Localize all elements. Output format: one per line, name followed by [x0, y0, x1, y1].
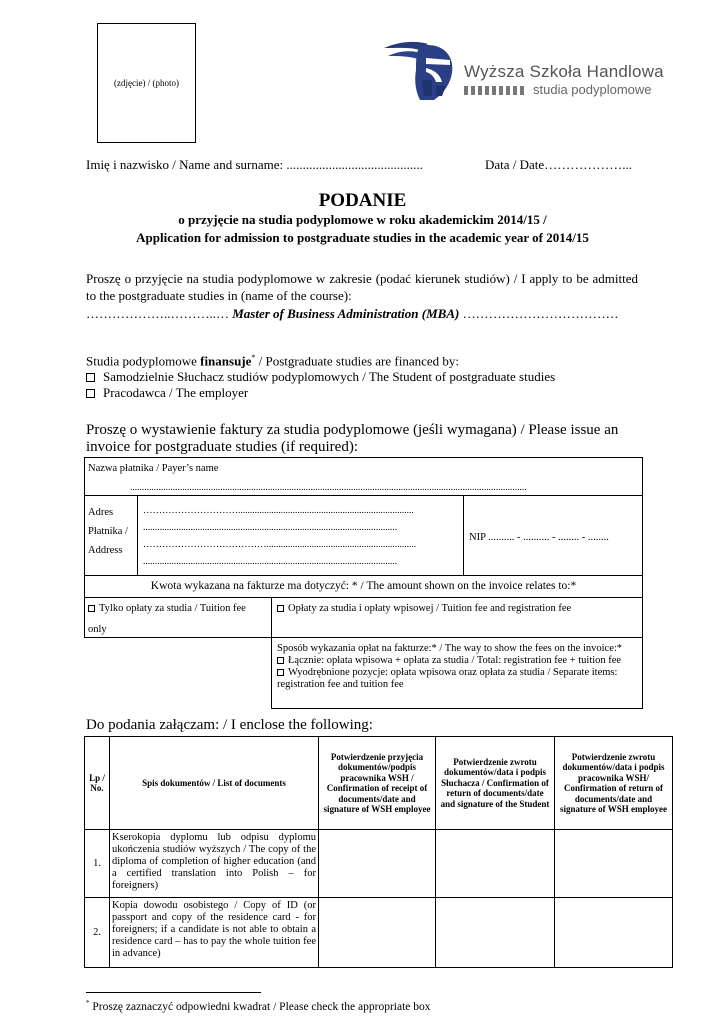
- enclosures-heading: Do podania załączam: / I enclose the following:: [86, 717, 373, 733]
- column-header: Potwierdzenie przyjęcia dokumentów/podpis pracownika WSH / Confirmation of receipt of documents/date and signature of WSH employee: [319, 737, 436, 830]
- footnote-divider: [86, 992, 261, 993]
- checkbox[interactable]: [277, 657, 284, 664]
- table-row: [85, 830, 673, 898]
- signature-cell[interactable]: [555, 830, 673, 898]
- column-header: Lp / No.: [85, 737, 110, 830]
- row-number: 2.: [85, 898, 110, 968]
- checkbox[interactable]: [86, 373, 95, 382]
- financing-option-employer[interactable]: Pracodawca / The employer: [86, 385, 248, 401]
- subtitle-en: Application for admission to postgraduate studies in the academic year of 2014/15: [136, 230, 589, 245]
- option-tuition-only[interactable]: Tylko opłaty za studia / Tuition fee: [88, 603, 246, 614]
- invoice-heading: Proszę o wystawienie faktury za studia podyplomowe (jeśli wymagana) / Please issue an invoice for postgraduate studies (if required):: [86, 422, 619, 455]
- course-suffix-dots: ………………………………: [459, 306, 619, 321]
- checkbox[interactable]: [88, 605, 95, 612]
- date-field[interactable]: Data / Date………………...: [485, 157, 632, 172]
- subtitle-pl: o przyjęcie na studia podyplomowe w roku akademickim 2014/15 /: [178, 212, 547, 227]
- fee-method-total[interactable]: Łącznie: opłata wpisowa + opłata za studia / Total: registration fee + tuition fee: [277, 655, 639, 667]
- nip-field[interactable]: NIP .......... - .......... - ........ - ........: [469, 532, 609, 543]
- payer-name-label: Nazwa płatnika / Payer’s name: [88, 463, 219, 474]
- document-name: Kopia dowodu osobistego / Copy of ID (or passport and copy of the residence card - for foreigners; if a candidate is not able to obtain a residence card – has to pay the whole tuition fee in advance): [110, 898, 319, 968]
- payer-name-field[interactable]: .......................................................................................................................................................................: [130, 483, 527, 493]
- signature-cell[interactable]: [319, 830, 436, 898]
- course-prefix-dots: ………………..………..…: [86, 306, 233, 321]
- checkbox[interactable]: [277, 605, 284, 612]
- footnote: * Proszę zaznaczyć odpowiedni kwadrat / Please check the appropriate box: [86, 999, 431, 1013]
- signature-cell[interactable]: [555, 898, 673, 968]
- course-name: Master of Business Administration (MBA): [232, 306, 460, 321]
- enclosures-table: [84, 736, 673, 968]
- logo-bars: [464, 86, 527, 96]
- column-header: Potwierdzenie zwrotu dokumentów/data i podpis Słuchacza / Confirmation of return of documents/date and signature of the Student: [436, 737, 555, 830]
- table-header-row: [85, 737, 673, 830]
- checkbox[interactable]: [277, 669, 284, 676]
- option-tuition-registration[interactable]: Opłaty za studia i opłaty wpisowej / Tuition fee and registration fee: [277, 603, 571, 614]
- checkbox[interactable]: [86, 389, 95, 398]
- logo-subtitle: studia podyplomowe: [533, 82, 652, 97]
- logo-title: Wyższa Szkoła Handlowa: [464, 62, 664, 81]
- column-header: Spis dokumentów / List of documents: [110, 737, 319, 830]
- document-name: Kserokopia dyplomu lub odpisu dyplomu ukończenia studiów wyższych / The copy of the diploma of completion of higher education (and a certified translation into Polish – for foreigners): [110, 830, 319, 898]
- address-label: Adres Płatnika / Address: [88, 507, 128, 556]
- fee-method-label: Sposób wykazania opłat na fakturze:* / The way to show the fees on the invoice:*: [277, 643, 623, 654]
- photo-label: (zdjęcie) / (photo): [114, 78, 179, 88]
- signature-cell[interactable]: [436, 898, 555, 968]
- table-row: [85, 898, 673, 968]
- option-tuition-only-cont: only: [88, 624, 107, 635]
- request-text: Proszę o przyjęcie na studia podyplomowe w zakresie (podać kierunek studiów) / I apply to be admitted to the postgraduate studies in (name of the course):: [86, 271, 638, 303]
- address-field[interactable]: ………………………….......................................................................... ........................................................................................................... …………………………………............................................................... ...........................................................................................................: [143, 506, 417, 567]
- name-field[interactable]: Imię i nazwisko / Name and surname: ..........................................: [86, 157, 423, 172]
- row-number: 1.: [85, 830, 110, 898]
- knight-helmet-icon: [380, 38, 456, 104]
- column-header: Potwierdzenie zwrotu dokumentów/data i podpis pracownika WSH/ Confirmation of return of documents/date and signature of WSH employee: [555, 737, 673, 830]
- fee-method-block: [277, 643, 639, 691]
- course-field[interactable]: [86, 306, 619, 322]
- financing-option-student[interactable]: Samodzielnie Słuchacz studiów podyplomowych / The Student of postgraduate studies: [86, 369, 555, 385]
- page-title: PODANIE: [318, 190, 407, 211]
- signature-cell[interactable]: [319, 898, 436, 968]
- signature-cell[interactable]: [436, 830, 555, 898]
- fee-method-separate[interactable]: Wyodrębnione pozycje: opłata wpisowa oraz opłata za studia / Separate items: registration fee and tuition fee: [277, 667, 618, 690]
- amount-label: Kwota wykazana na fakturze ma dotyczyć: * / The amount shown on the invoice relates to:*: [150, 580, 577, 592]
- financing-label: Studia podyplomowe finansuje* / Postgraduate studies are financed by:: [86, 353, 460, 369]
